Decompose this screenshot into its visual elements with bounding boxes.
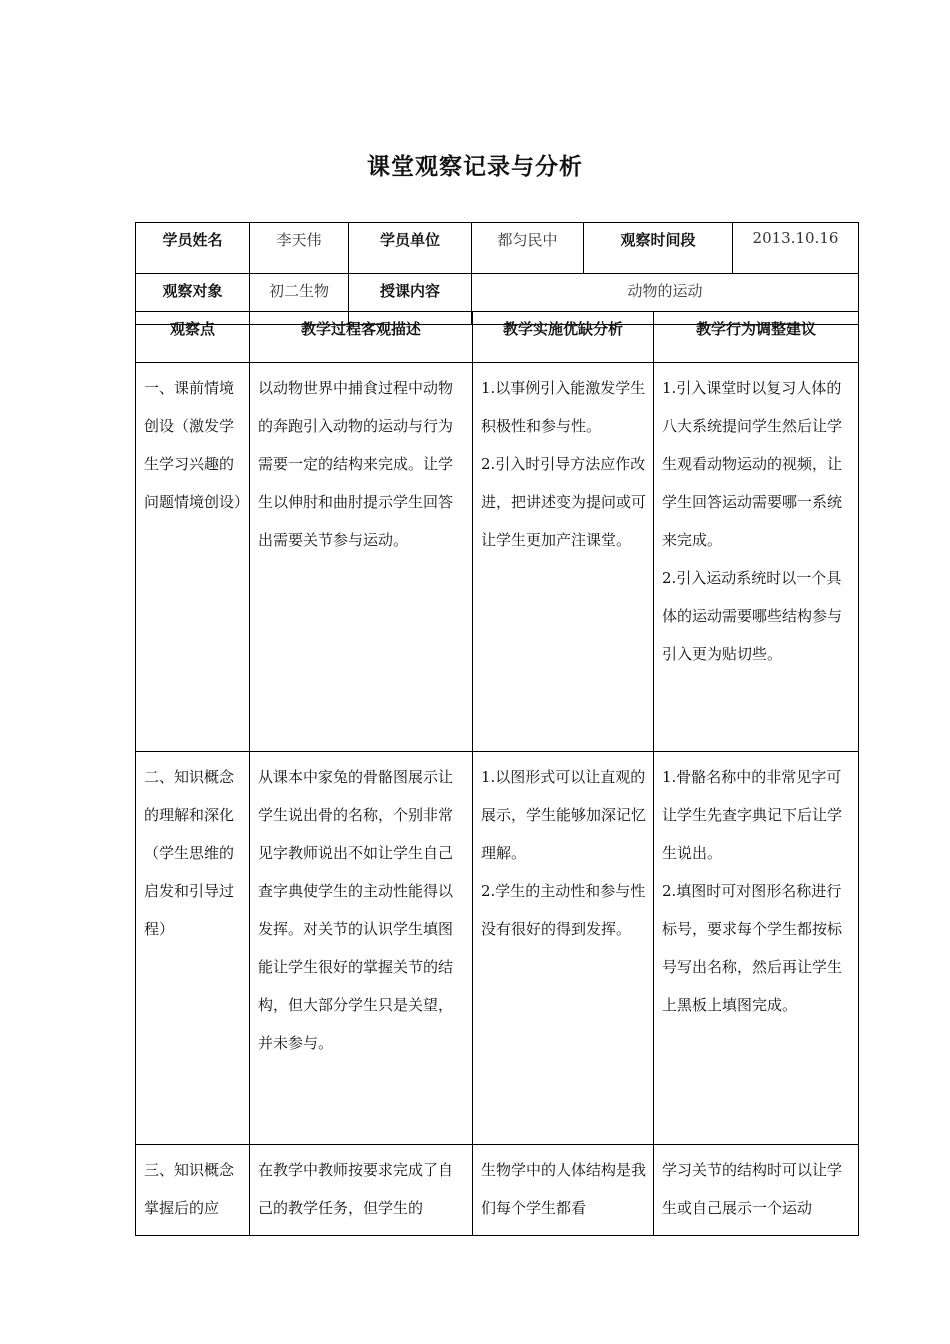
observation-table — [135, 222, 859, 325]
adjustment-suggestions — [654, 363, 858, 673]
column-header: 教学行为调整建议 — [654, 312, 859, 363]
strengths-weaknesses — [473, 1145, 653, 1235]
observation-point: 二、知识概念的理解和深化（学生思维的启发和引导过程） — [144, 768, 235, 938]
student-unit-value: 都匀民中 — [472, 223, 584, 274]
column-header: 观察点 — [136, 312, 250, 363]
adjustment-suggestions — [654, 1145, 858, 1235]
analysis-item: 2.引入时引导方法应作改进，把讲述变为提问或可让学生更加产注课堂。 — [481, 455, 647, 549]
observation-target-value: 初二生物 — [250, 274, 349, 325]
table-row — [136, 752, 859, 1145]
adjustment-suggestions — [654, 752, 858, 1024]
column-header: 教学过程客观描述 — [250, 312, 473, 363]
analysis-item: 生物学中的人体结构是我们每个学生都看 — [481, 1161, 647, 1217]
suggestion-item: 学习关节的结构时可以让学生或自己展示一个运动 — [662, 1161, 843, 1217]
student-name-label: 学员姓名 — [136, 223, 250, 274]
analysis-item: 1.以事例引入能激发学生积极性和参与性。 — [481, 379, 646, 435]
analysis-table — [135, 311, 859, 1236]
strengths-weaknesses — [473, 752, 653, 948]
process-description: 以动物世界中捕食过程中动物的奔跑引入动物的运动与行为需要一定的结构来完成。让学生以伸肘和曲肘提示学生回答出需要关节参与运动。 — [258, 379, 454, 549]
observation-point: 三、知识概念掌握后的应 — [144, 1161, 235, 1217]
observation-point: 一、课前情境创设（激发学生学习兴趣的问题情境创设） — [144, 379, 250, 511]
suggestion-item: 1.骨骼名称中的非常见字可让学生先查字典记下后让学生说出。 — [662, 768, 843, 862]
process-description: 在教学中教师按要求完成了自己的教学任务，但学生的 — [258, 1161, 454, 1217]
observation-time-value: 2013.10.16 — [733, 223, 859, 274]
suggestion-item: 1.引入课堂时以复习人体的八大系统提问学生然后让学生观看动物运动的视频，让学生回答运动需要哪一系统来完成。 — [662, 379, 843, 549]
column-header: 教学实施优缺分析 — [473, 312, 654, 363]
process-description: 从课本中家兔的骨骼图展示让学生说出骨的名称，个别非常见字教师说出不如让学生自己查字典使学生的主动性能得以发挥。对关节的认识学生填图能让学生很好的掌握关节的结构，但大部分学生只是关望，并未参与。 — [258, 768, 454, 1052]
lesson-content-label: 授课内容 — [349, 274, 472, 325]
student-unit-label: 学员单位 — [349, 223, 472, 274]
observation-target-label: 观察对象 — [136, 274, 250, 325]
analysis-item: 1.以图形式可以让直观的展示，学生能够加深记忆理解。 — [481, 768, 647, 862]
column-header-row — [136, 312, 859, 363]
observation-time-label: 观察时间段 — [584, 223, 733, 274]
analysis-item: 2.学生的主动性和参与性没有很好的得到发挥。 — [481, 882, 646, 938]
strengths-weaknesses — [473, 363, 653, 559]
lesson-content-value: 动物的运动 — [472, 274, 859, 325]
suggestion-item: 2.引入运动系统时以一个具体的运动需要哪些结构参与引入更为贴切些。 — [662, 569, 843, 663]
suggestion-item: 2.填图时可对图形名称进行标号，要求每个学生都按标号写出名称，然后再让学生上黑板上填图完成。 — [662, 882, 843, 1014]
page-title: 课堂观察记录与分析 — [367, 153, 583, 180]
table-row — [136, 363, 859, 752]
info-row-1 — [136, 223, 859, 274]
table-row — [136, 1145, 859, 1236]
student-name-value: 李天伟 — [250, 223, 349, 274]
